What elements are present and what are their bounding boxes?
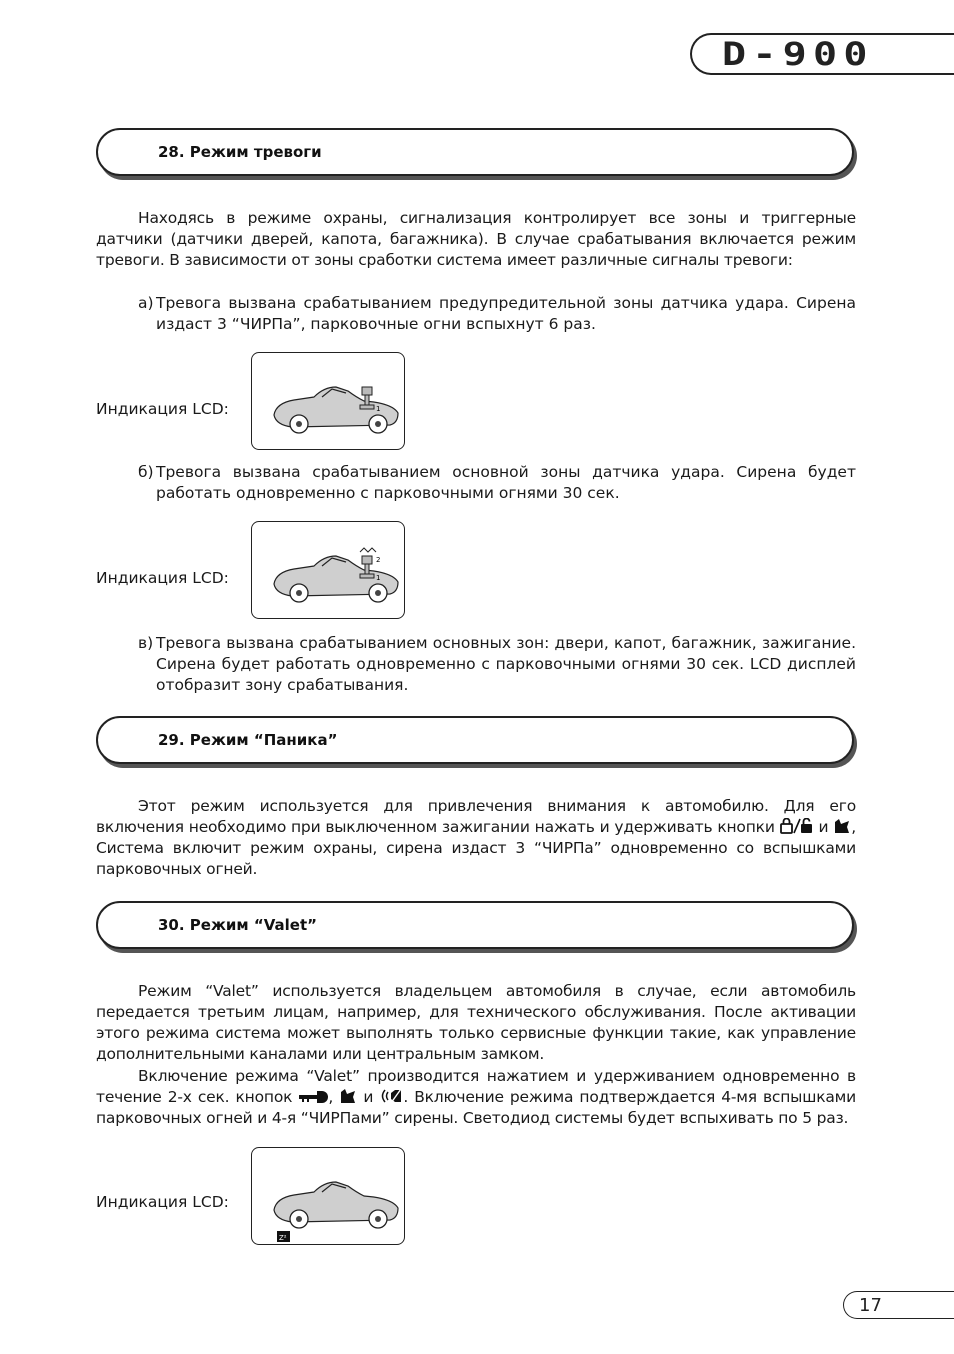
item-c-mark: в)	[138, 634, 154, 652]
section-30-para2	[96, 1066, 856, 1129]
item-a-text: Тревога вызвана срабатыванием предупредительной зоны датчика удара. Сирена издаст 3 “ЧИРПа”, парковочные огни вспыхнут 6 раз.	[156, 294, 856, 333]
shock-sensor-icon	[360, 548, 376, 578]
alarm-item-c	[138, 633, 856, 696]
key-icon	[298, 1090, 328, 1104]
section-29-title: 29. Режим “Паника”	[158, 731, 338, 749]
valet-text-part2: . Включение режима подтверждается 4-мя вспышками парковочных огней и 4-я “ЧИРПами” сирены. Светодиод системы будет вспыхивать по 5 раз.	[96, 1088, 857, 1127]
alarm-item-a	[138, 293, 856, 335]
alarm-item-b	[138, 462, 856, 504]
lcd-zone-1: 1	[376, 574, 381, 582]
section-30-title: 30. Режим “Valet”	[158, 916, 317, 934]
lcd-zone-2: 2	[376, 556, 381, 564]
page-number: 17	[859, 1295, 882, 1316]
item-b-text: Тревога вызвана срабатыванием основной зоны датчика удара. Сирена будет работать одновременно с парковочными огнями 30 сек.	[156, 463, 856, 502]
trunk-icon	[833, 818, 851, 834]
car-icon	[252, 522, 406, 620]
panic-text-and: и	[818, 818, 829, 836]
valet-mode-glyph: Z²	[279, 1234, 287, 1242]
section-28-title: 28. Режим тревоги	[158, 143, 322, 161]
model-badge	[690, 33, 954, 75]
lock-icon	[780, 818, 814, 834]
section-29-text	[96, 796, 856, 880]
model-title: D-900	[722, 35, 874, 73]
section-30-para1: Режим “Valet” используется владельцем автомобиля в случае, если автомобиль передается третьим лицам, например, для технического обслуживания. После активации этого режима система может выполнять только сервисные функции такие, как управление дополнительными каналами или центральным замком.	[96, 982, 856, 1063]
item-c-text: Тревога вызвана срабатыванием основных зон: двери, капот, багажник, зажигание. Сирена будет работать одновременно с парковочными огнями 30 сек. LCD дисплей отобразит зону срабатывания.	[156, 634, 856, 694]
lcd-label-a: Индикация LCD:	[96, 400, 229, 418]
page-number-badge	[843, 1291, 954, 1319]
lcd-display-b	[251, 521, 405, 619]
car-icon	[252, 353, 406, 451]
trunk-icon	[339, 1088, 357, 1104]
section-29-header	[96, 716, 854, 764]
section-28-intro: Находясь в режиме охраны, сигнализация контролирует все зоны и триггерные датчики (датчики дверей, капота, багажника). В случае срабатывания включается режим тревоги. В зависимости от зоны сработки система имеет различные сигналы тревоги:	[96, 209, 856, 269]
valet-text-and: и	[363, 1088, 374, 1106]
lcd-display-a	[251, 352, 405, 450]
lcd-zone-1: 1	[376, 405, 381, 413]
lcd-display-valet	[251, 1147, 405, 1245]
valet-text-part1: Включение режима “Valet” производится нажатием и удерживанием одновременно в течение 2-х сек. кнопок	[96, 1067, 856, 1106]
item-a-mark: а)	[138, 294, 154, 312]
car-icon	[252, 1148, 406, 1246]
lcd-label-valet: Индикация LCD:	[96, 1193, 229, 1211]
section-28-header	[96, 128, 854, 176]
lcd-label-b: Индикация LCD:	[96, 569, 229, 587]
siren-icon	[379, 1088, 403, 1104]
valet-text-sep: ,	[328, 1088, 334, 1106]
panic-text-part1: Этот режим используется для привлечения внимания к автомобилю. Для его включения необходимо при выключенном зажигании нажать и удерживать кнопки	[96, 797, 856, 836]
section-30-header	[96, 901, 854, 949]
panic-text-part2: , Система включит режим охраны, сирена издаст 3 “ЧИРПа” одновременно со вспышками парковочных огней.	[96, 818, 856, 878]
shock-sensor-icon	[360, 387, 374, 409]
item-b-mark: б)	[138, 463, 154, 481]
